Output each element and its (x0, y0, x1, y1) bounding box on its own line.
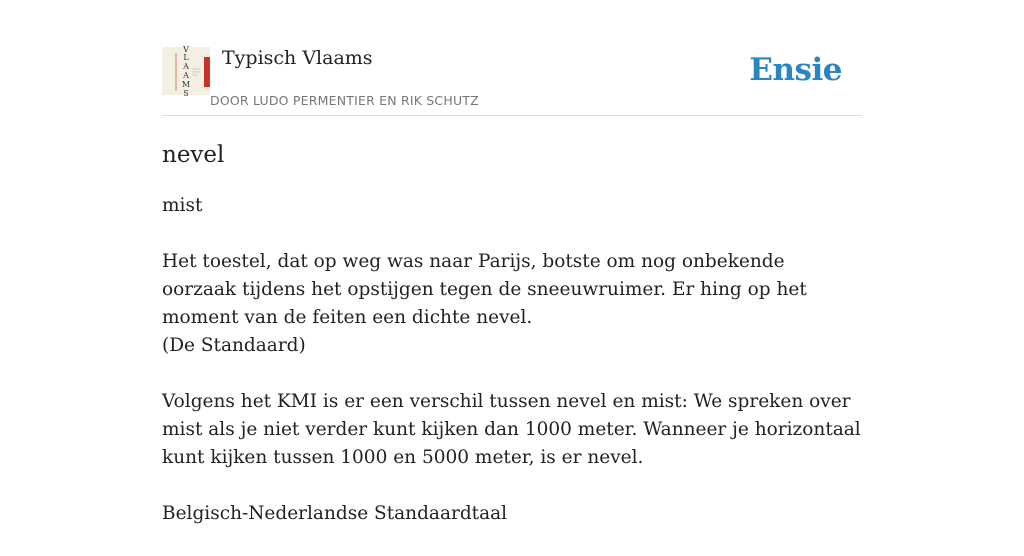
entry-equivalent-label: Belgisch-Nederlandse Standaardtaal (162, 503, 508, 524)
logo-letter: L (183, 53, 189, 62)
book-authors: DOOR LUDO PERMENTIER EN RIK SCHUTZ (210, 93, 479, 108)
book-cover-logo[interactable] (162, 45, 210, 98)
example-source: (De Standaard) (162, 335, 306, 356)
entry-example (162, 248, 862, 360)
logo-letter: M (181, 80, 191, 89)
ensie-logo-link[interactable]: Ensie (749, 52, 842, 88)
logo-letter: A (183, 62, 189, 71)
entry-note: Volgens het KMI is er een verschil tussen nevel en mist: We spreken over mist als je niet verder kunt kijken dan 1000 meter. Wanneer je horizontaal kunt kijken tussen 1000 en 5000 meter, is er nevel. (162, 391, 861, 468)
book-title-link[interactable]: Typisch Vlaams (222, 47, 373, 69)
logo-letter: A (183, 71, 189, 80)
header (162, 0, 862, 116)
page (162, 0, 862, 524)
entry-content (162, 192, 862, 556)
logo-letter: V (183, 45, 189, 54)
example-text: Het toestel, dat op weg was naar Parijs, botste om nog onbekende oorzaak tijdens het opstijgen tegen de sneeuwruimer. Er hing op het moment van de feiten een dichte nevel. (162, 251, 807, 328)
entry-headword: nevel (162, 142, 225, 168)
logo-letter: S (183, 89, 189, 98)
book-cover-icon (162, 45, 210, 98)
entry-definition: mist (162, 195, 203, 216)
